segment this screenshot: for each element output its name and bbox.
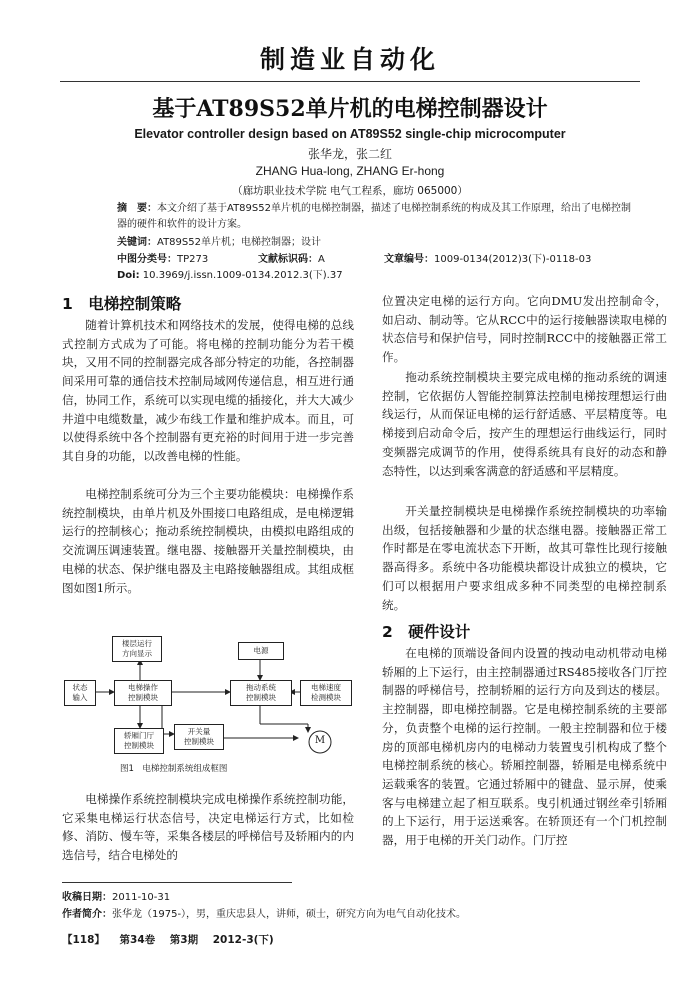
issue: 第3期 — [169, 934, 199, 946]
paragraph-r4: 在电梯的顶端设备间内设置的拽动电动机带动电梯轿厢的上下运行，由主控制器通过RS485接收各门厅控制器的呼梯信号，控制轿厢的运行方向及到达的楼层。主控制器，即电梯控制器。它是电梯控制系统的主要部分，负责整个电梯的运行控制。一般主控制器和位于楼房的顶部电梯机房内的电梯动力装置曳引机构成了整个电梯控制系统的核心。轿厢控制器，轿厢是电梯系统中运载乘客的装置。它通过轿厢中的键盘、显示屏，使乘客与电梯建立起了相互联系。曳引机通过钢丝牵引轿厢的上下运行，用于运送乘客。在轿顶还有一个门机控制器，用于电梯的开关门动作。门厅控 — [382, 646, 667, 848]
author-bio-value: 张华龙（1975-），男，重庆忠县人，讲师，硕士，研究方向为电气自动化技术。 — [112, 909, 467, 920]
cls-label: 中图分类号： — [117, 254, 177, 265]
cls-value: TP273 — [177, 254, 209, 265]
keywords-text: AT89S52单片机；电梯控制器；设计 — [157, 237, 321, 248]
affiliation: （廊坊职业技术学院 电气工程系，廊坊 065000） — [232, 185, 468, 197]
keywords — [117, 235, 637, 251]
abstract-text: 本文介绍了基于AT89S52单片机的电梯控制器，描述了电梯控制系统的构成及其工作原理，给出了电梯控制器的硬件和软件的设计方案。 — [117, 203, 631, 230]
paper-title-en: Elevator controller design based on AT89S52 single-chip microcomputer — [134, 127, 566, 141]
figure-1-diagram — [62, 632, 352, 760]
box-switch: 开关量 控制模块 — [174, 724, 224, 750]
abstract — [117, 201, 637, 233]
section-2-heading: 2 硬件设计 — [382, 623, 471, 641]
author-bio — [62, 905, 662, 920]
volume: 第34卷 — [119, 934, 156, 946]
doi-value: 10.3969/j.issn.1009-0134.2012.3(下).37 — [142, 270, 343, 281]
header-rule — [60, 81, 640, 82]
received-value: 2011-10-31 — [112, 892, 171, 903]
paragraph-r1: 位置决定电梯的运行方向。它向DMU发出控制命令，如启动、制动等。它从RCC中的运行接触器读取电梯的状态信号和保护信号，同时控制RCC中的接触器正常工作。 — [382, 294, 667, 365]
issue-date: 2012-3(下) — [212, 934, 274, 946]
box-power: 电源 — [238, 642, 284, 660]
box-speed: 电梯速度 检测模块 — [300, 680, 352, 706]
paper-title: 基于AT89S52单片机的电梯控制器设计 — [152, 96, 548, 122]
doc-value: A — [318, 254, 325, 265]
keywords-label: 关键词： — [117, 237, 157, 248]
art-label: 文章编号： — [384, 254, 434, 265]
page-number: 【118】 — [62, 934, 105, 946]
art-value: 1009-0134(2012)3(下)-0118-03 — [434, 254, 592, 265]
paragraph-1: 随着计算机技术和网络技术的发展，使得电梯的总线式控制方式成为了可能。将电梯的控制功能分为若干模块，又用不同的控制器完成各部分特定的功能，各控制器间采用可靠的通信技术控制局域网传递信息，相互进行通信，协同工作，系统可以实现电缆的插接化，并大大减少井道中电缆数量，减少布线工作量和维护成本。而且，可以使得系统中各个控制器有更充裕的时间用于进一步完善其自身的功能，以改善电梯的性能。 — [62, 318, 354, 463]
paragraph-3: 电梯操作系统控制模块完成电梯操作系统控制功能，它采集电梯运行状态信号，决定电梯运行方式，比如检修、消防、慢车等，采集各楼层的呼梯信号及轿厢内的内选信号，结合电梯处的 — [62, 792, 354, 863]
section-1-heading: 1 电梯控制策略 — [62, 295, 182, 313]
box-drive: 拖动系统 控制模块 — [230, 680, 292, 706]
doi-label: Doi: — [117, 270, 140, 281]
authors-en: ZHANG Hua-long, ZHANG Er-hong — [255, 164, 445, 178]
page-footer — [62, 932, 274, 947]
paragraph-2: 电梯控制系统可分为三个主要功能模块：电梯操作系统控制模块，由单片机及外围接口电路组成，是电梯逻辑运行的控制核心；拖动系统控制模块，由模拟电路组成的交流调压调速装置。继电器、接触器开关量控制模块，由电梯的状态、保护继电器及主电路接触器组成。其组成框图如图1所示。 — [62, 487, 354, 595]
figure-1-caption: 图1 电梯控制系统组成框图 — [120, 764, 228, 774]
box-elevator-op: 电梯操作 控制模块 — [114, 680, 172, 706]
classification-number — [117, 252, 208, 268]
box-state-input: 状态 输入 — [64, 680, 96, 706]
box-car-door: 轿厢门厅 控制模块 — [114, 728, 164, 754]
article-number — [384, 252, 591, 268]
footnote-rule — [62, 882, 292, 883]
author-bio-label: 作者简介： — [62, 909, 112, 920]
received-date — [62, 888, 170, 903]
received-label: 收稿日期： — [62, 892, 112, 903]
authors-cn: 张华龙，张二红 — [307, 147, 392, 161]
document-code — [258, 252, 325, 268]
doc-label: 文献标识码： — [258, 254, 318, 265]
paragraph-r3: 开关量控制模块是电梯操作系统控制模块的功率输出级，包括接触器和少量的状态继电器。接触器正常工作时都是在零电流状态下开断，故其可靠性比现行接触器高得多。系统中各功能模块都设计成独立的模块，它们可以根据用户要求组成多种不同类型的电梯控制系统。 — [382, 504, 667, 612]
journal-logo: 制造业自动化 — [259, 45, 440, 74]
motor-label: M — [314, 735, 326, 746]
doi — [117, 268, 343, 284]
abstract-label: 摘 要： — [117, 203, 157, 214]
paragraph-r2: 拖动系统控制模块主要完成电梯的拖动系统的调速控制，它依据仿人智能控制算法控制电梯按理想运行曲线运行，从而保证电梯的运行舒适感、平层精度等。电梯接到启动命令后，按产生的理想运行曲线运行，同时变频器完成调节的作用，使得系统具有良好的动态和静态特性，以达到乘客满意的舒适感和平层精度。 — [382, 370, 667, 478]
box-floor-display: 楼层运行 方向显示 — [112, 636, 162, 662]
